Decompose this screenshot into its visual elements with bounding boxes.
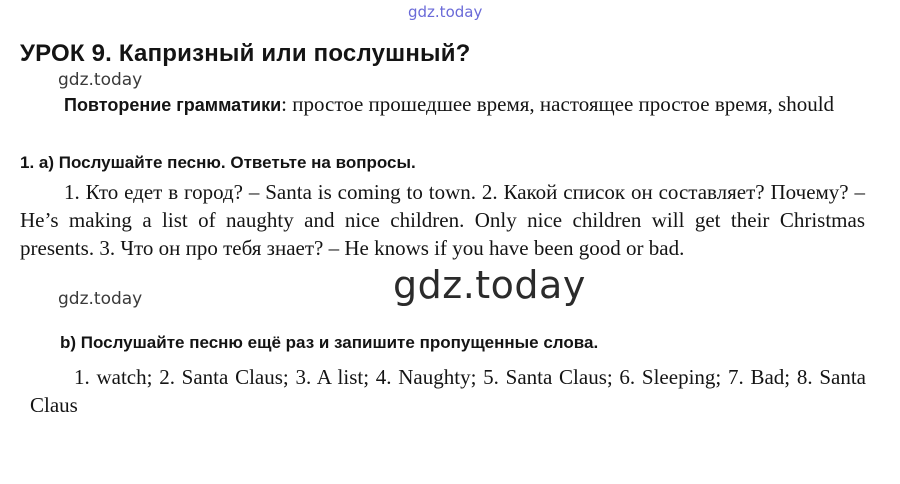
exercise-1a-answer: 1. Кто едет в город? – Santa is coming to town. 2. Какой список он составляет? Почему? – He’s making a list of naughty and nice children. Only nice children will get their Christmas presents. 3. Что он про тебя знает? – He knows if you have been good or bad. — [20, 180, 865, 260]
watermark-top: gdz.today — [408, 3, 483, 21]
grammar-review — [20, 90, 865, 119]
watermark-left-2: gdz.today — [58, 289, 143, 309]
watermark-center: gdz.today — [393, 263, 586, 307]
lesson-title: УРОК 9. Капризный или послушный? — [20, 40, 471, 67]
exercise-1b-heading: b) Послушайте песню ещё раз и запишите пропущенные слова. — [60, 333, 599, 352]
grammar-text: : простое прошедшее время, настоящее простое время, should — [281, 92, 835, 116]
exercise-1b-answer: 1. watch; 2. Santa Claus; 3. A list; 4. Naughty; 5. Santa Claus; 6. Sleeping; 7. Bad; 8. Santa Claus — [30, 365, 866, 417]
watermark-left-1: gdz.today — [58, 70, 143, 90]
grammar-label: Повторение грамматики — [64, 95, 282, 115]
exercise-1a-heading: 1. а) Послушайте песню. Ответьте на вопросы. — [20, 153, 416, 172]
